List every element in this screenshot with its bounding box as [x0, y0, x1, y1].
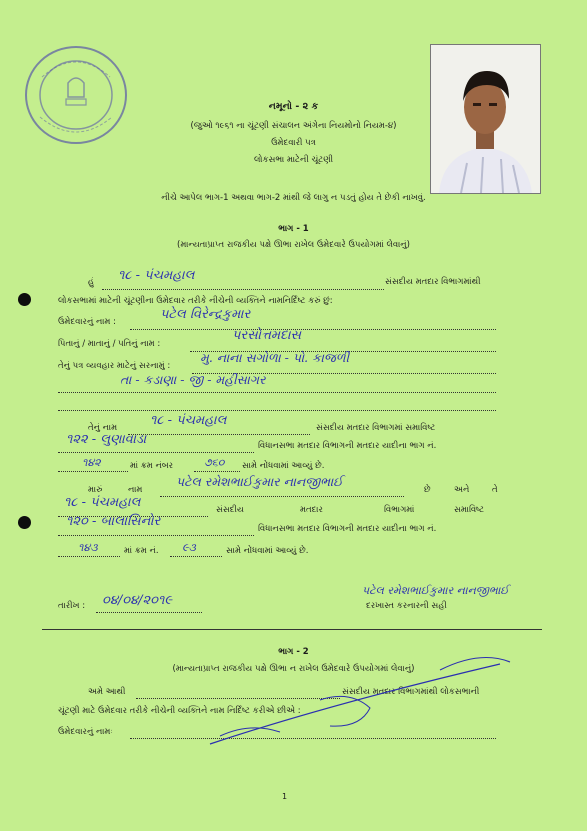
section-divider: [42, 629, 542, 630]
handwritten-para2-constituency: ૧૮ - પંચમહાલ: [150, 413, 227, 428]
handwritten-constituency: ૧૮ - પંચમહાલ: [118, 268, 195, 283]
part2-line1-suffix: સંસદીય મતદાર વિભાગમાંથી લોકસભાની: [342, 687, 480, 697]
father-name-label: પિતાનું / માતાનું / પતિનું નામ :: [58, 339, 161, 349]
para2-text-a: તેનું નામ: [88, 423, 118, 433]
handwritten-para2-serial: ૭૬૦: [204, 456, 225, 469]
handwritten-para3-serial: ૯૩: [182, 541, 196, 554]
address-label: તેનું પત્ર વ્યવહાર માટેનું સરનામું :: [58, 361, 171, 371]
para3-text-a: મારું: [88, 485, 103, 495]
para3-text-c: છે: [424, 485, 431, 495]
handwritten-para2-assembly: ૧૨૨ - લુણાવાડા: [66, 432, 147, 447]
election-title: લોકસભા માટેની ચૂંટણી: [253, 155, 334, 165]
part2-strike-marks: [200, 640, 530, 750]
part2-candidate-label: ઉમેદવારનું નામઃ: [58, 727, 113, 737]
handwritten-father-name: પરસોત્તમદાસ: [232, 328, 302, 343]
handwritten-para2-part: ૧૪૨: [82, 456, 101, 469]
para3-text-j: વિધાનસભા મતદાર વિભાગની મતદાર યાદીના ભાગ નં.: [258, 524, 437, 534]
para2-text-c: વિધાનસભા મતદાર વિભાગની મતદાર યાદીના ભાગ નં.: [258, 441, 437, 451]
para3-text-k: માં ક્રમ નં.: [124, 546, 159, 556]
rule-reference: (જુઓ ૧૯૬૧ ના ચૂંટણી સંચાલન અંગેના નિયમોનો નિયમ-૪): [190, 121, 397, 131]
document-type: ઉમેદવારી પત્ર: [271, 138, 316, 148]
handwritten-candidate-name: પટેલ વિરેન્દ્રકુમાર: [160, 307, 251, 322]
dotted-line: [194, 471, 240, 472]
punch-hole-top: [18, 293, 31, 306]
date-label: તારીખ :: [58, 601, 86, 611]
candidate-photo: [430, 44, 541, 194]
dotted-line: [96, 612, 202, 613]
para3-text-f: સંસદીય: [216, 505, 244, 515]
dotted-line: [58, 471, 128, 472]
dotted-line: [58, 535, 254, 536]
handwritten-para3-constituency: ૧૮ - પંચમહાલ: [64, 495, 141, 510]
form-number: નમૂનો - ૨ ક: [268, 101, 319, 112]
para3-text-d: અને: [454, 485, 470, 495]
instruction-text: નીચે આપેલ ભાગ-1 અથવા ભાગ-2 માંથી જે લાગુ ન પડતું હોય તે છેકી નાખવું.: [161, 193, 426, 203]
handwritten-date: ૦૪/૦૪/૨૦૧૯: [102, 593, 173, 608]
dotted-line: [58, 410, 496, 411]
page-number: 1: [282, 792, 288, 801]
handwritten-para3-assembly: ૧૨૦ - બાલાસિનોર: [66, 514, 161, 529]
dotted-line: [58, 452, 254, 453]
part1-line2: લોકસભામાં માટેની ચૂંટણીના ઉમેદવાર તરીકે નીચેની વ્યક્તિને નામનિર્દિષ્ટ કરું છું:: [58, 296, 333, 306]
dotted-line: [160, 496, 404, 497]
candidate-portrait-image: [431, 45, 540, 193]
signer-label: દરખાસ્ત કરનારની સહી: [366, 601, 447, 611]
dotted-line: [170, 556, 222, 557]
para2-text-e: સામે નોંધવામાં આવ્યું છે.: [242, 461, 325, 471]
para3-text-l: સામે નોંધવામાં આવ્યું છે.: [226, 546, 309, 556]
handwritten-address-line2: તા - કડાણા - જી - મહીસાગર: [120, 372, 266, 387]
part2-line1-prefix: અમે આથી: [88, 687, 126, 697]
dotted-line: [102, 289, 384, 290]
para2-text-b: સંસદીય મતદાર વિભાગમાં સમાવિષ્ટ: [316, 423, 436, 433]
dotted-line: [58, 556, 120, 557]
part1-subtitle: (માન્યતાપ્રાપ્ત રાજકીય પક્ષે ઊભા રાખેલ ઉમેદવારે ઉપયોગમાં લેવાનું): [177, 240, 410, 250]
para3-text-i: સમાવિષ્ટ: [454, 505, 485, 515]
part1-line1-suffix: સંસદીય મતદાર વિભાગમાંથી: [385, 277, 481, 287]
part2-subtitle: (માન્યતાપ્રાપ્ત રાજકીય પક્ષે ઊભા ન રાખેલ ઉમેદવારે ઉપયોગમાં લેવાનું): [172, 664, 415, 674]
para3-text-b: નામ: [128, 485, 143, 495]
handwritten-address-line1: મુ. નાના સગોળા - પો. કાજળી: [200, 350, 350, 365]
para3-text-e: તે: [492, 485, 498, 495]
punch-hole-bottom: [18, 516, 31, 529]
handwritten-para3-part: ૧૪૩: [78, 541, 98, 554]
para2-text-d: માં ક્રમ નંબર: [130, 461, 174, 471]
candidate-name-label: ઉમેદવારનું નામ :: [58, 317, 116, 327]
para3-text-g: મતદાર: [300, 505, 323, 515]
part2-line2: ચૂંટણી માટે ઉમેદવાર તરીકે નીચેની વ્યક્તિને નામ નિર્દિષ્ટ કરીએ છીએ :: [58, 706, 301, 716]
para3-text-h: વિભાગમાં: [384, 505, 415, 515]
part1-line1-prefix: હું: [88, 277, 95, 287]
dotted-line: [58, 392, 496, 393]
handwritten-proposer-name: પટેલ રમેશભાઈકુમાર નાનજીભાઈ: [176, 474, 343, 489]
part2-title: ભાગ - 2: [278, 647, 309, 657]
proposer-signature: પટેલ રમેશભાઈકુમાર નાનજીભાઈ: [362, 584, 509, 597]
dotted-line: [130, 329, 496, 330]
official-seal-stamp: [22, 43, 130, 147]
dotted-line: [128, 434, 310, 435]
part1-title: ભાગ - 1: [278, 224, 309, 234]
